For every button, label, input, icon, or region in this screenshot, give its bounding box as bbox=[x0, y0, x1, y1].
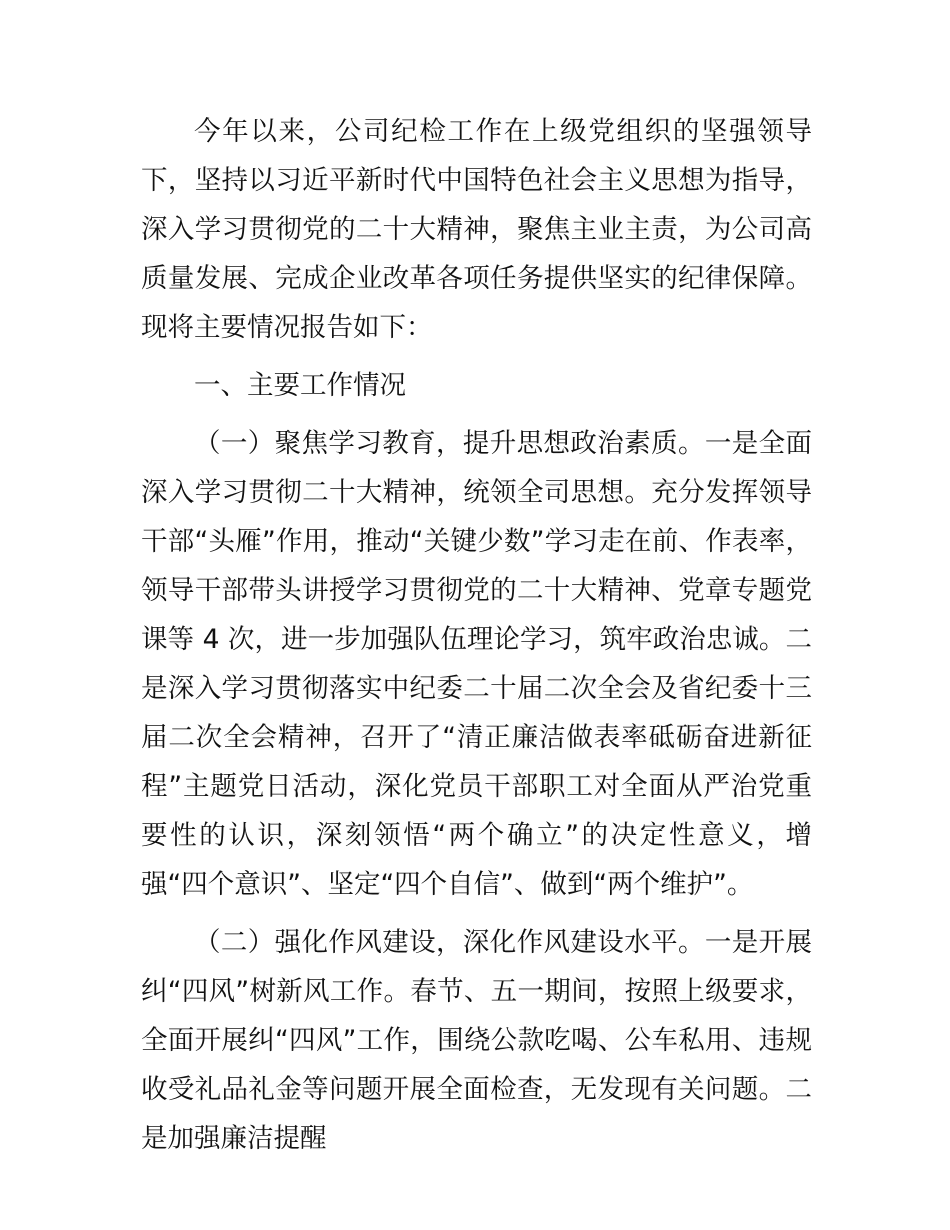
subsection-paragraph-2: （二）强化作风建设，深化作风建设水平。一是开展纠“四风”树新风工作。春节、五一期间，按照上级要求，全面开展纠“四风”工作，围绕公款吃喝、公车私用、违规收受礼品礼金等问题开展全面检查，无发现有关问题。二是加强廉洁提醒 bbox=[141, 927, 812, 1154]
intro-paragraph: 今年以来，公司纪检工作在上级党组织的坚强领导下，坚持以习近平新时代中国特色社会主义思想为指导，深入学习贯彻党的二十大精神，聚焦主业主责，为公司高质量发展、完成企业改革各项任务提供坚实的纪律保障。现将主要情况报告如下： bbox=[141, 116, 812, 343]
section-heading: 一、主要工作情况 bbox=[194, 370, 406, 401]
document-body bbox=[141, 107, 812, 1163]
subsection-paragraph-1: （一）聚焦学习教育，提升思想政治素质。一是全面深入学习贯彻二十大精神，统领全司思想。充分发挥领导干部“头雁”作用，推动“关键少数”学习走在前、作表率，领导干部带头讲授学习贯彻党的二十大精神、党章专题党课等 4 次，进一步加强队伍理论学习，筑牢政治忠诚。二是深入学习贯彻落实中纪委二十届二次全会及省纪委十三届二次全会精神，召开了“清正廉洁做表率砥砺奋进新征程”主题党日活动，深化党员干部职工对全面从严治党重要性的认识，深刻领悟“两个确立”的决定性意义，增强“四个意识”、坚定“四个自信”、做到“两个维护”。 bbox=[141, 428, 812, 900]
